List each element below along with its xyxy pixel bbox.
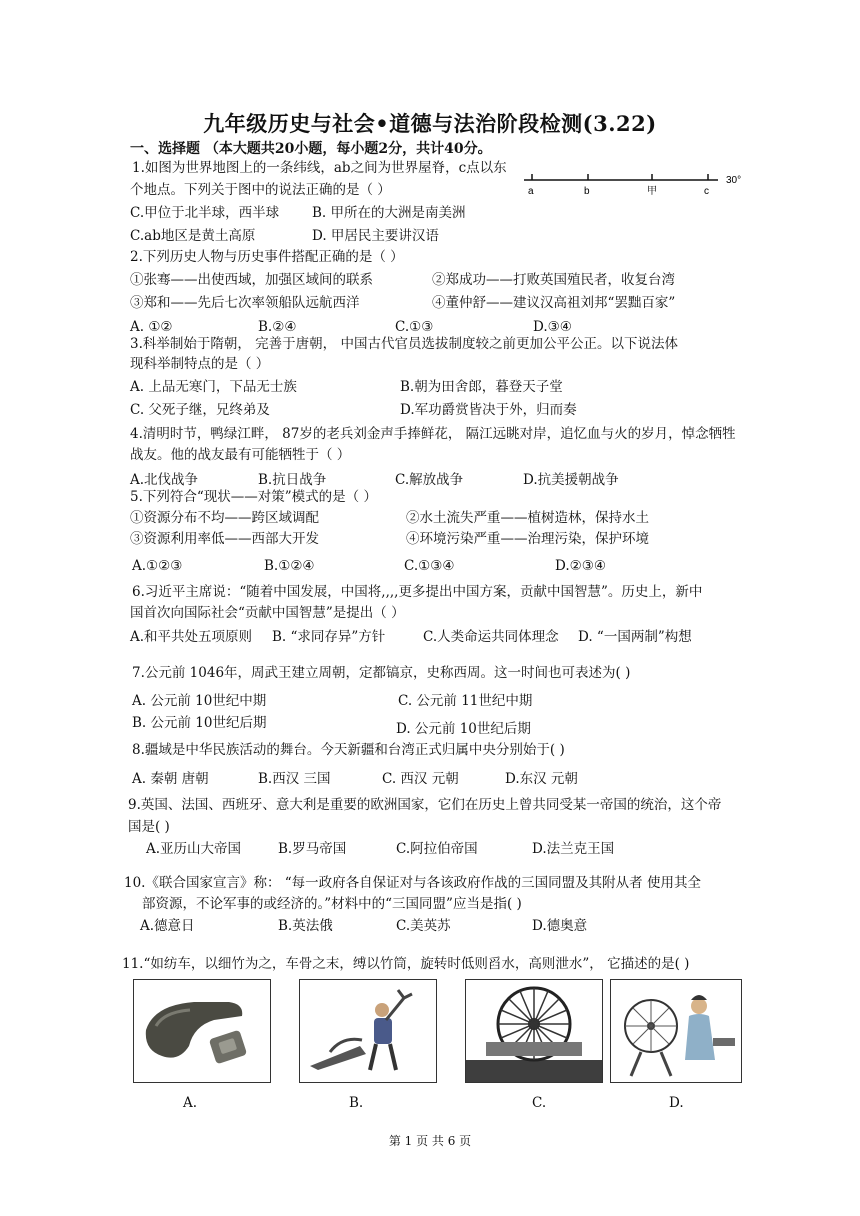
q11-label-c: C. (532, 1095, 547, 1111)
q4-option-c: C.解放战争 (395, 472, 464, 488)
q3-option-b: B.朝为田舍郎，暮登天子堂 (400, 379, 563, 395)
q3-line2: 现科举制特点的是（ ） (130, 356, 270, 372)
image-option-c (465, 979, 603, 1083)
q2-option-b: B.②④ (258, 319, 297, 335)
q2-option-d: D.③④ (533, 319, 572, 335)
page-title: 九年级历史与社会•道德与法治阶段检测(3.22) (203, 111, 657, 136)
q5-item-3: ③资源利用率低——西部大开发 (130, 531, 319, 547)
q5-item-2: ②水土流失严重——植树造林，保持水土 (406, 510, 649, 526)
q2-option-c: C.①③ (395, 319, 434, 335)
q8-option-a: A. 秦朝 唐朝 (132, 771, 209, 787)
q1-option-c: C.ab地区是黄土高原 (130, 228, 256, 244)
q1-line1: 1.如图为世界地图上的一条纬线，ab之间为世界屋脊，c点以东 (132, 160, 507, 176)
q6-line2: 国首次向国际社会“贡献中国智慧”是提出（ ） (130, 605, 405, 621)
q7-option-b: B. 公元前 10世纪后期 (132, 715, 267, 731)
q2-option-a: A. ①② (130, 319, 173, 335)
q11-stem: 11.“如纺车，以细竹为之，车骨之末，缚以竹筒，旋转时低则舀水，高则泄水”， 它描述的是( ) (122, 956, 690, 972)
q10-option-b: B.英法俄 (278, 918, 333, 934)
q8-option-d: D.东汉 元朝 (505, 771, 578, 787)
q4-option-b: B.抗日战争 (258, 472, 327, 488)
q9-line1: 9.英国、法国、西班牙、意大利是重要的欧洲国家，它们在历史上曾共同受某一帝国的统治，这个帝 (128, 797, 722, 813)
q8-option-c: C. 西汉 元朝 (382, 771, 459, 787)
q5-item-4: ④环境污染严重——治理污染，保护环境 (406, 531, 649, 547)
q5-option-c: C.①③④ (404, 558, 455, 574)
q10-line1: 10.《联合国家宣言》称： “每一政府各自保证对与各该政府作战的三国同盟及其附从者 使用其全 (124, 875, 701, 891)
page-footer: 第 1 页 共 6 页 (388, 1134, 472, 1148)
q3-option-c: C. 父死子继，兄终弟及 (130, 402, 270, 418)
q6-option-a: A.和平共处五项原则 (130, 629, 253, 645)
q5-option-a: A.①②③ (132, 558, 183, 574)
q11-label-b: B. (349, 1095, 364, 1111)
q1-line2: 个地点。下列关于图中的说法正确的是（ ） (130, 182, 391, 198)
q9-option-a: A.亚历山大帝国 (146, 841, 242, 857)
scale-label-c: c (704, 186, 709, 197)
q5-option-d: D.②③④ (555, 558, 606, 574)
q3-option-d: D.军功爵赏皆决于外，归而奏 (400, 402, 577, 418)
q2-item-2: ②郑成功——打败英国殖民者，收复台湾 (432, 272, 675, 288)
q5-item-1: ①资源分布不均——跨区域调配 (130, 510, 319, 526)
q1-option-b: B. 甲所在的大洲是南美洲 (312, 205, 466, 221)
q4-line1: 4.清明时节，鸭绿江畔， 87岁的老兵刘金声手捧鲜花， 隔江远眺对岸，追忆血与火的岁月，悼念牺牲 (130, 426, 736, 442)
q10-line2: 部资源，不论军事的或经济的。”材料中的“三国同盟”应当是指( ) (142, 896, 522, 912)
q4-option-a: A.北伐战争 (130, 472, 199, 488)
q6-option-b: B. “求同存异”方针 (272, 629, 386, 645)
q7-option-d: D. 公元前 10世纪后期 (396, 721, 531, 737)
q11-label-a: A. (183, 1095, 198, 1111)
q4-option-d: D.抗美援朝战争 (523, 472, 619, 488)
q2-stem: 2.下列历史人物与历史事件搭配正确的是（ ） (130, 249, 404, 265)
q7-option-c: C. 公元前 11世纪中期 (398, 693, 533, 709)
q5-option-b: B.①②④ (264, 558, 315, 574)
q9-line2: 国是( ) (128, 819, 170, 835)
q5-stem: 5.下列符合“现状——对策”模式的是（ ） (130, 489, 377, 505)
q6-option-c: C.人类命运共同体理念 (423, 629, 559, 645)
q2-item-1: ①张骞——出使西域，加强区域间的联系 (130, 272, 373, 288)
q1-option-a: C.甲位于北半球，西半球 (130, 205, 280, 221)
q8-stem: 8.疆域是中华民族活动的舞台。今天新疆和台湾正式归属中央分别始于( ) (132, 742, 565, 758)
q7-option-a: A. 公元前 10世纪中期 (132, 693, 267, 709)
q10-option-a: A.德意日 (140, 918, 195, 934)
q2-item-3: ③郑和——先后七次率领船队远航西洋 (130, 295, 360, 311)
scale-label-a: a (528, 186, 534, 197)
q6-option-d: D. “一国两制”构想 (578, 629, 692, 645)
q6-line1: 6.习近平主席说：“随着中国发展，中国将,,,,更多提出中国方案，贡献中国智慧”。历史上，新中 (132, 584, 703, 600)
q10-option-c: C.美英苏 (396, 918, 451, 934)
q8-option-b: B.西汉 三国 (258, 771, 331, 787)
image-option-d (610, 979, 742, 1083)
q9-option-b: B.罗马帝国 (278, 841, 347, 857)
q3-line1: 3.科举制始于隋朝， 完善于唐朝， 中国古代官员选拔制度较之前更加公平公正。以下说法体 (130, 336, 678, 352)
q7-stem: 7.公元前 1046年，周武王建立周朝，定都镐京，史称西周。这一时间也可表述为( ) (132, 665, 631, 681)
image-option-a (133, 979, 271, 1083)
q4-line2: 战友。他的战友最有可能牺牲于（ ） (130, 447, 351, 463)
q1-option-d: D. 甲居民主要讲汉语 (312, 228, 439, 244)
scale-label-jia: 甲 (647, 186, 657, 197)
q2-item-4: ④董仲舒——建议汉高祖刘邦“罢黜百家” (432, 295, 676, 311)
latitude-line-figure (518, 168, 778, 198)
scale-label-30: 30° (726, 175, 742, 186)
image-option-b (299, 979, 437, 1083)
q11-label-d: D. (669, 1095, 684, 1111)
scale-label-b: b (584, 186, 590, 197)
q3-option-a: A. 上品无寒门，下品无士族 (130, 379, 297, 395)
q10-option-d: D.德奥意 (532, 918, 588, 934)
q9-option-d: D.法兰克王国 (532, 841, 615, 857)
section-heading: 一、选择题 （本大题共20小题，每小题2分，共计40分。 (130, 141, 492, 157)
q9-option-c: C.阿拉伯帝国 (396, 841, 478, 857)
